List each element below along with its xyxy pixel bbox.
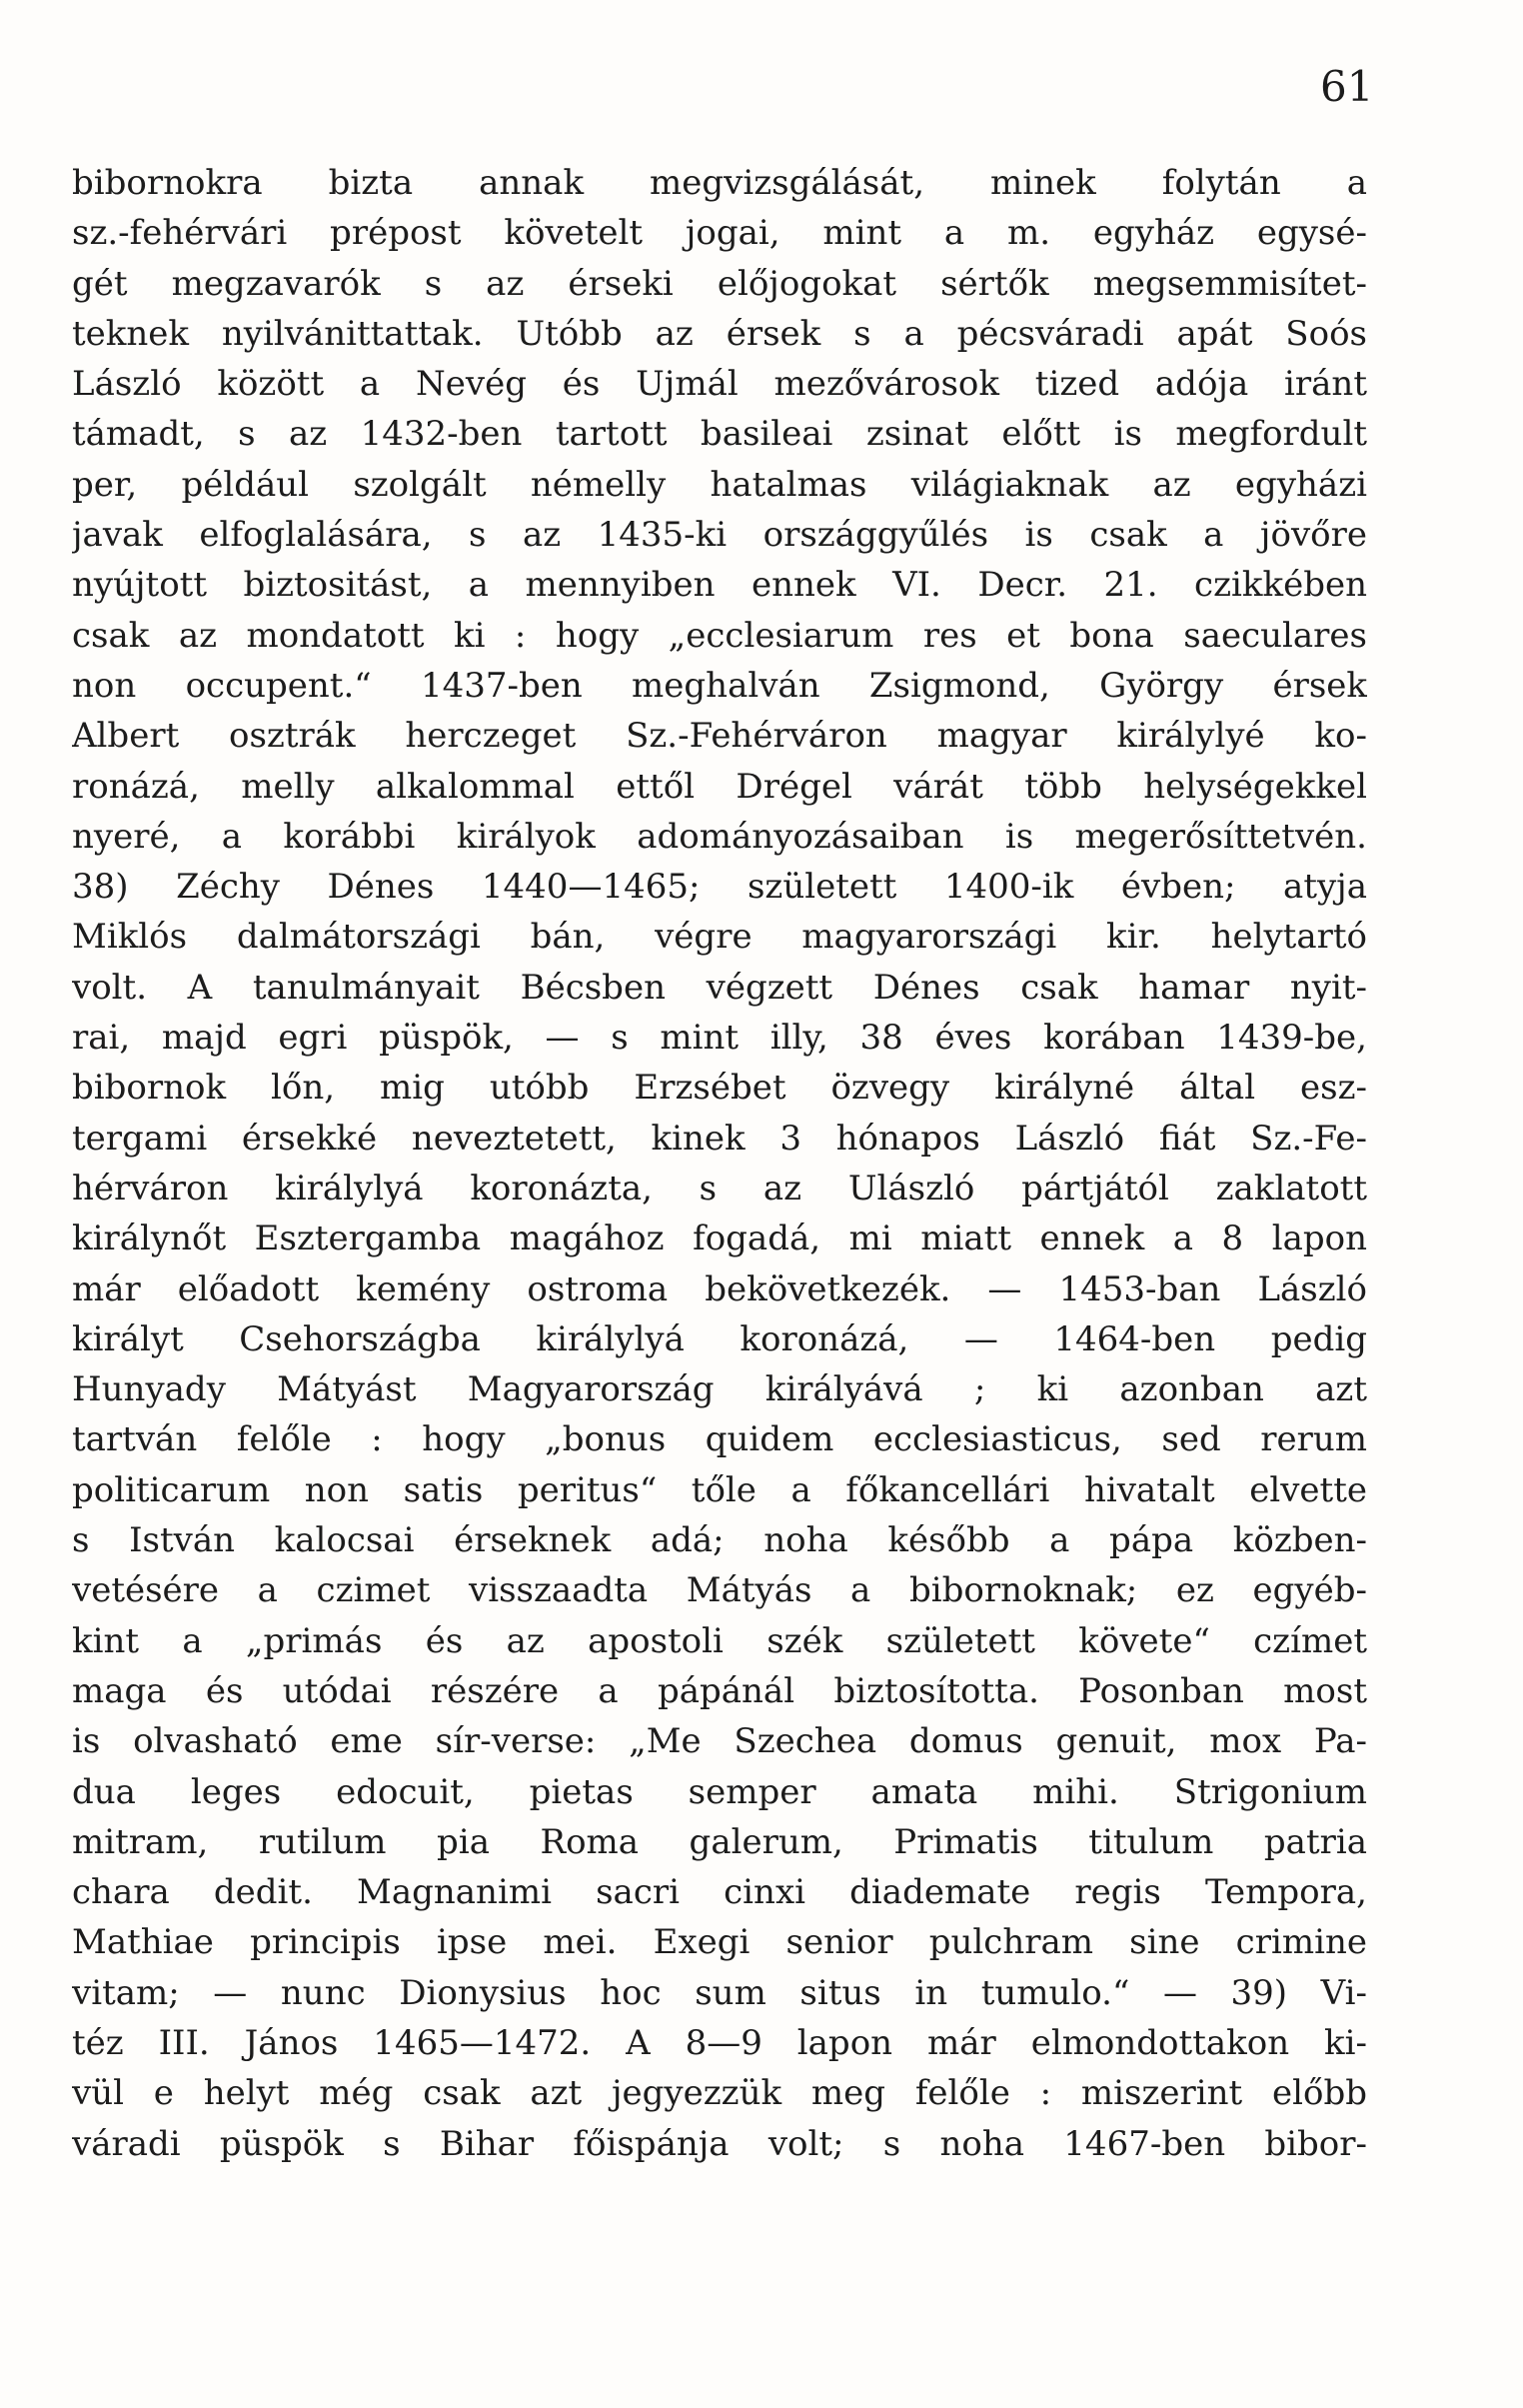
text-line: támadt, s az 1432-ben tartott basileai zsinat előtt is megfordult xyxy=(72,414,1367,455)
text-line: javak elfoglalására, s az 1435-ki országgyűlés is csak a jövőre xyxy=(72,515,1367,556)
text-line: s István kalocsai érseknek adá; noha később a pápa közben- xyxy=(72,1520,1367,1561)
text-line: már előadott kemény ostroma bekövetkezék. — 1453-ban László xyxy=(72,1268,1367,1309)
text-line: tergami érsekké neveztetett, kinek 3 hónapos László fiát Sz.-Fe- xyxy=(72,1118,1367,1159)
text-line: téz III. János 1465—1472. A 8—9 lapon már elmondottakon ki- xyxy=(72,2022,1367,2063)
text-line: mitram, rutilum pia Roma galerum, Primatis titulum patria xyxy=(72,1821,1367,1862)
text-line: hérváron királylyá koronázta, s az Ulászló pártjától zaklatott xyxy=(72,1168,1367,1208)
text-line: sz.-fehérvári prépost követelt jogai, mint a m. egyház egysé- xyxy=(72,213,1367,254)
text-line: non occupent.“ 1437-ben meghalván Zsigmond, György érsek xyxy=(72,665,1367,706)
text-line: Mathiae principis ipse mei. Exegi senior pulchram sine crimine xyxy=(72,1922,1367,1963)
text-line: nyújtott biztositást, a mennyiben ennek VI. Decr. 21. czikkében xyxy=(72,565,1367,606)
text-line: 38) Zéchy Dénes 1440—1465; született 1400-ik évben; atyja xyxy=(72,867,1367,908)
text-line: váradi püspök s Bihar főispánja volt; s noha 1467-ben bibor- xyxy=(72,2123,1367,2164)
text-line: gét megzavarók s az érseki előjogokat sértők megsemmisítet- xyxy=(72,263,1367,304)
text-line: ronázá, melly alkalommal ettől Drégel várát több helységekkel xyxy=(72,766,1367,807)
text-line: csak az mondatott ki : hogy „ecclesiarum res et bona saeculares xyxy=(72,615,1367,656)
text-line: Miklós dalmátországi bán, végre magyarországi kir. helytartó xyxy=(72,917,1367,958)
text-line: tartván felőle : hogy „bonus quidem ecclesiasticus, sed rerum xyxy=(72,1419,1367,1460)
text-line: vül e helyt még csak azt jegyezzük meg felőle : miszerint előbb xyxy=(72,2073,1367,2114)
text-line: vitam; — nunc Dionysius hoc sum situs in tumulo.“ — 39) Vi- xyxy=(72,1972,1367,2013)
text-line: teknek nyilvánittattak. Utóbb az érsek s a pécsváradi apát Soós xyxy=(72,313,1367,354)
text-line: politicarum non satis peritus“ tőle a főkancellári hivatalt elvette xyxy=(72,1469,1367,1510)
text-line: László között a Nevég és Ujmál mezővárosok tized adója iránt xyxy=(72,364,1367,405)
text-line: dua leges edocuit, pietas semper amata mihi. Strigonium xyxy=(72,1771,1367,1812)
text-line: per, például szolgált némelly hatalmas világiaknak az egyházi xyxy=(72,464,1367,505)
text-line: rai, majd egri püspök, — s mint illy, 38 éves korában 1439-be, xyxy=(72,1018,1367,1059)
text-line: királynőt Esztergamba magához fogadá, mi miatt ennek a 8 lapon xyxy=(72,1218,1367,1259)
body-text xyxy=(72,158,1367,2169)
text-line: chara dedit. Magnanimi sacri cinxi diademate regis Tempora, xyxy=(72,1872,1367,1913)
text-line: nyeré, a korábbi királyok adományozásaiban is megerősíttetvén. xyxy=(72,816,1367,857)
text-line: kint a „primás és az apostoli szék született követe“ czímet xyxy=(72,1620,1367,1661)
page-number: 61 xyxy=(1320,62,1374,111)
text-line: maga és utódai részére a pápánál biztosította. Posonban most xyxy=(72,1670,1367,1711)
text-line: királyt Csehországba királylyá koronázá, — 1464-ben pedig xyxy=(72,1318,1367,1359)
text-line: Albert osztrák herczeget Sz.-Fehérváron magyar királylyé ko- xyxy=(72,716,1367,757)
text-line: vetésére a czimet visszaadta Mátyás a bibornoknak; ez egyéb- xyxy=(72,1570,1367,1611)
text-line: bibornok lőn, mig utóbb Erzsébet özvegy királyné által esz- xyxy=(72,1068,1367,1109)
text-line: bibornokra bizta annak megvizsgálását, minek folytán a xyxy=(72,163,1367,203)
text-line: volt. A tanulmányait Bécsben végzett Dénes csak hamar nyit- xyxy=(72,967,1367,1008)
text-line: Hunyady Mátyást Magyarország királyává ; ki azonban azt xyxy=(72,1369,1367,1410)
text-line: is olvasható eme sír-verse: „Me Szechea domus genuit, mox Pa- xyxy=(72,1721,1367,1762)
